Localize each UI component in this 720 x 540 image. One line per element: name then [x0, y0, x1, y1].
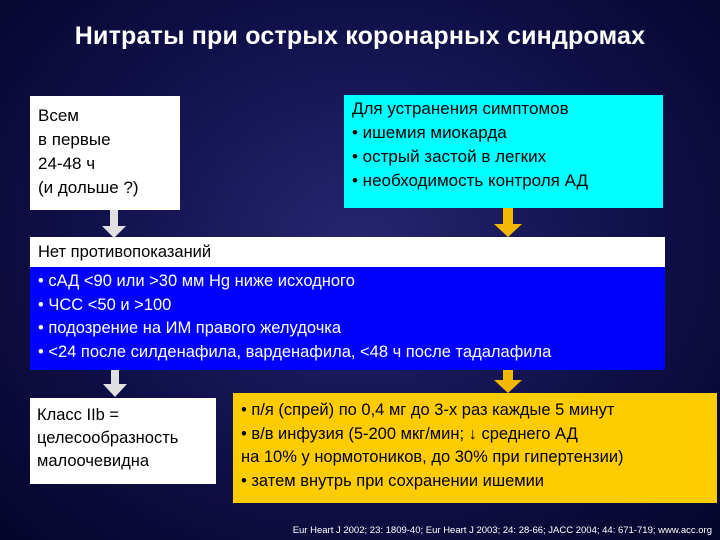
- timing-line: Всем: [38, 106, 79, 125]
- class-line: Класс IIb =: [37, 406, 120, 424]
- symptom-item: • необходимость контроля АД: [352, 171, 589, 190]
- contraindication-item: • подозрение на ИМ правого желудочка: [38, 319, 342, 337]
- contraindications-box: [30, 267, 665, 370]
- arrow-symptoms-to-contra: [494, 208, 522, 237]
- symptoms-heading: Для устранения симптомов: [352, 99, 569, 118]
- symptom-item: • ишемия миокарда: [352, 123, 507, 142]
- timing-line: в первые: [38, 130, 111, 149]
- dosing-line: на 10% у нормотоников, до 30% при гипертензии): [241, 448, 624, 466]
- page-title: Нитраты при острых коронарных синдромах: [74, 22, 646, 50]
- symptoms-box: [344, 95, 663, 208]
- contraindication-item: • <24 после силденафила, варденафила, <48 ч после тадалафила: [38, 342, 552, 361]
- contraindications-heading: Нет противопоказаний: [30, 237, 665, 267]
- dosing-line: • затем внутрь при сохранении ишемии: [241, 471, 545, 490]
- class-box: [30, 398, 216, 484]
- class-line: целесообразность: [37, 429, 179, 447]
- timing-box: [30, 96, 180, 210]
- reference-citation: Eur Heart J 2002; 23: 1809-40; Eur Heart J 2003; 24: 28-66; JACC 2004; 44: 671-719; www.acc.org: [292, 525, 712, 536]
- contraindication-item: • ЧСС <50 и >100: [38, 295, 172, 314]
- class-line: малоочевидна: [37, 452, 149, 470]
- timing-line: 24-48 ч: [38, 154, 96, 173]
- symptom-item: • острый застой в легких: [352, 147, 547, 166]
- arrow-contra-to-class: [103, 370, 127, 397]
- dosing-line: • в/в инфузия (5-200 мкг/мин; ↓ среднего АД: [241, 424, 578, 443]
- arrow-contra-to-dosing: [494, 370, 522, 393]
- contraindication-item: • сАД <90 или >30 мм Hg ниже исходного: [38, 272, 355, 290]
- timing-line: (и дольше ?): [38, 178, 139, 197]
- arrow-left-to-contra: [102, 210, 126, 238]
- dosing-box: [233, 393, 717, 503]
- dosing-line: • п/я (спрей) по 0,4 мг до 3-х раз каждые 5 минут: [241, 401, 615, 419]
